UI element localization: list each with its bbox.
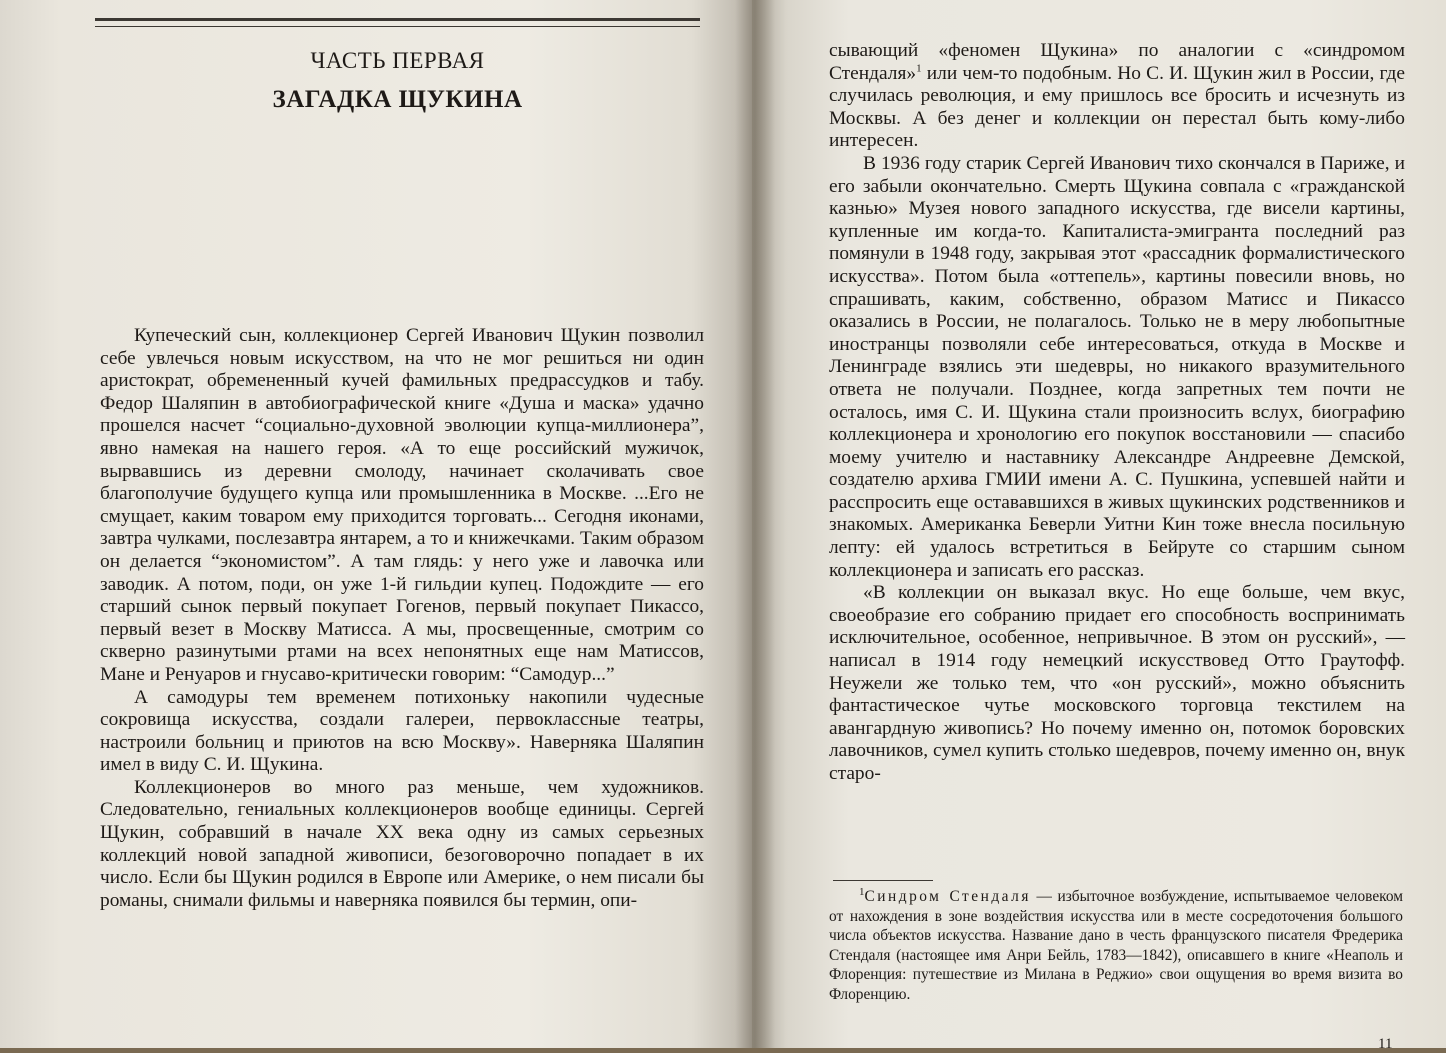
left-page-text <box>100 325 704 912</box>
paragraph-continued <box>829 40 1405 153</box>
header-rule-thick <box>95 18 700 21</box>
footnote-number: 1 <box>859 885 865 898</box>
part-title: ЗАГАДКА ЩУКИНА <box>272 86 523 113</box>
right-page-text <box>829 40 1405 786</box>
page-number: 11 <box>1378 1036 1393 1052</box>
paragraph-text: или чем-то подобным. Но С. И. Щукин жил в России, где случилась революция, и ему пришлось все бросить и исчезнуть из Москвы. А без денег и коллекции он перестал быть кому-либо интересен. <box>829 62 1405 152</box>
paragraph: В 1936 году старик Сергей Иванович тихо скончался в Париже, и его забыли окончательно. Смерть Щукина совпала с «гражданской казнью» Музея нового западного искусства, где висели картины, купленные им когда-то. Капиталиста-эмигранта последний раз помянули в 1948 году, закрывая этот «рассадник формалистического искусства». Потом была «оттепель», картины повесили вновь, но спрашивать, каким, собственно, образом Матисс и Пикассо оказались в России, не полагалось. Только не в меру любопытные иностранцы позволяли себе интересоваться, откуда в Москве и Ленинграде взялись эти шедевры, но никакого вразумительного ответа не получали. Позднее, когда запретных тем почти не осталось, имя С. И. Щукина стали произносить вслух, биографию коллекционера и хронологию его покупок восстановили — спасибо моему учителю и наставнику Александре Андреевне Демской, создателю архива ГМИИ имени А. С. Пушкина, успевшей найти и расспросить еще остававшихся в живых щукинских родственников и знакомых. Американка Беверли Уитни Кин тоже внесла посильную лепту: ей удалось встретиться в Бейруте со старшим сыном коллекционера и записать его рассказ. <box>829 152 1405 581</box>
paragraph-text: сывающий «феномен Щукина» по аналогии с «синдромом Стендаля» <box>829 40 1405 84</box>
footnote-text: — избыточное возбуждение, испытываемое человеком от нахождения в зоне воздействия искусства или в месте сосредоточения большого числа объектов искусства. Название дано в честь французского писателя Фредерика Стендаля (настоящее имя Анри Бейль, 1783—1842), описавшего в книге «Неаполь и Флоренция: путешествие из Милана в Реджио» свои ощущения во время визита во Флоренцию. <box>829 888 1403 1003</box>
part-label: ЧАСТЬ ПЕРВАЯ <box>310 48 485 73</box>
paragraph: «В коллекции он выказал вкус. Но еще больше, чем вкус, своеобразие его собранию придает его способность воспринимать исключительное, особенное, непривычное. В этом он русский», — написал в 1914 году немецкий искусствовед Отто Граутофф. Неужели же только тем, что «он русский», можно объяснить фантастическое чутье московского торговца текстилем на авангардную живопись? Но почему именно он, потомок боровских лавочников, сумел купить столько шедевров, почему именно он, внук старо- <box>829 582 1405 784</box>
footnote-term: Синдром Стендаля <box>864 888 1031 905</box>
header-rule-thin <box>95 26 700 27</box>
footnote-reference: 1 <box>916 62 922 75</box>
paragraph: А самодуры тем временем потихоньку накопили чудесные сокровища искусства, создали галереи, первоклассные театры, настроили больниц и приютов на всю Москву». Наверняка Шаляпин имел в виду С. И. Щукина. <box>100 686 704 776</box>
footnote-rule <box>833 880 933 881</box>
paragraph: Коллекционеров во много раз меньше, чем художников. Следовательно, гениальных коллекционеров вообще единицы. Сергей Щукин, собравший в начале XX века одну из самых серьезных коллекций новой западной живописи, безоговорочно попадает в их число. Если бы Щукин родился в Европе или Америке, о нем писали бы романы, снимали фильмы и наверняка появился бы термин, опи- <box>100 776 704 911</box>
book-gutter <box>735 0 775 1048</box>
footnote <box>829 887 1403 1005</box>
paragraph: Купеческий сын, коллекционер Сергей Иванович Щукин позволил себе увлечься новым искусством, на что не мог решиться ни один аристократ, обремененный кучей фамильных предрассудков и табу. Федор Шаляпин в автобиографической книге «Душа и маска» удачно прошелся насчет “социально-духовной эволюции купца-миллионера”, явно намекая на нашего героя. «А то еще российский мужичок, вырвавшись из деревни смолоду, начинает сколачивать свое благополучие будущего купца или промышленника в Москве. ...Его не смущает, каким товаром ему приходится торговать... Сегодня иконами, завтра чулками, послезавтра янтарем, а то и книжечками. Таким образом он делается “экономистом”. А там глядь: у него уже и лавочка или заводик. А потом, поди, он уже 1-й гильдии купец. Подождите — его старший сынок первый покупает Гогенов, первый покупает Пикассо, первый везет в Москву Матисса. А мы, просвещенные, смотрим со скверно разинутыми ртами на всех непонятных еще нам Матиссов, Мане и Ренуаров и гнусаво-критически говорим: “Самодур...” <box>100 325 704 685</box>
